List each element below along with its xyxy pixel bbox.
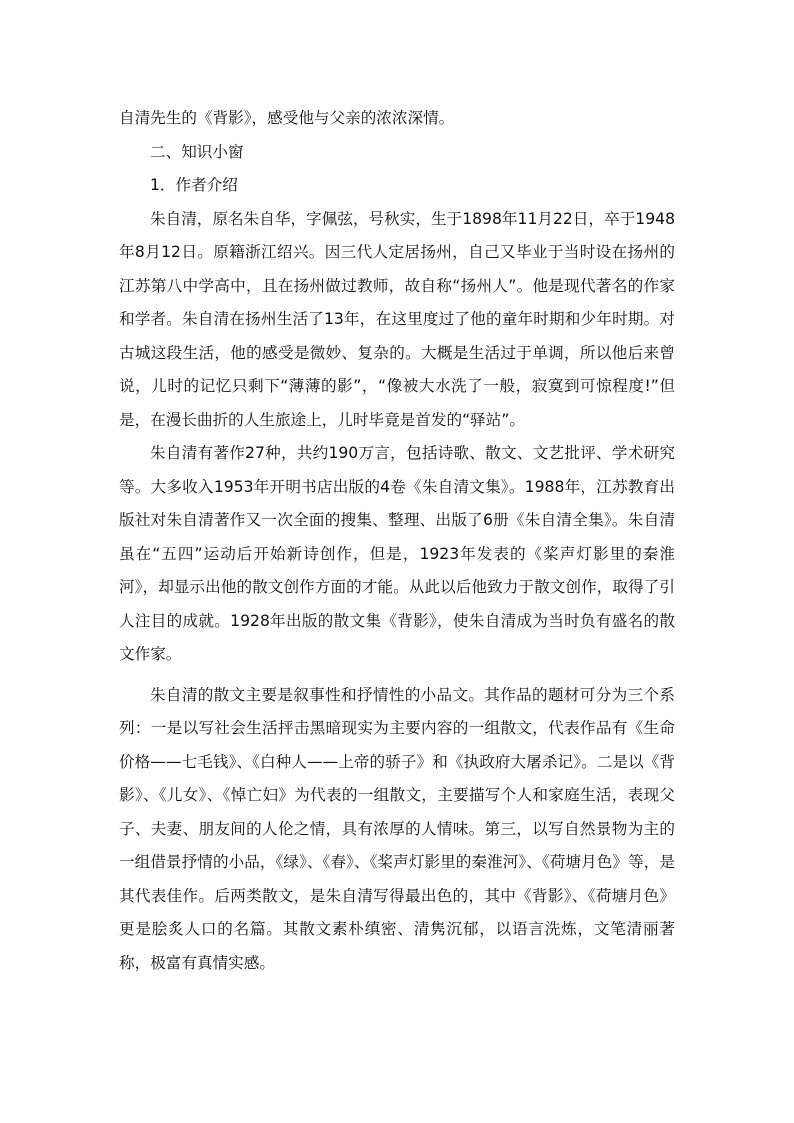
subsection-heading-author-intro: 1．作者介绍 <box>150 176 238 194</box>
document-page <box>119 102 675 980</box>
section-heading-knowledge-window: 二、知识小窗 <box>150 142 244 161</box>
paragraph-intro-continuation: 自清先生的《背影》，感受他与父亲的浓浓深情。 <box>119 109 455 127</box>
paragraph-prose-style: 朱自清的散文主要是叙事性和抒情性的小品文。其作品的题材可分为三个系列：一是以写社会生活抨击黑暗现实为主要内容的一组散文，代表作品有《生命价格——七毛钱》、《白种人——上帝的骄子》和《执政府大屠杀记》。二是以《背影》、《儿女》、《悼亡妇》为代表的一组散文，主要描写个人和家庭生活，表现父子、夫妻、朋友间的人伦之情，具有浓厚的人情味。第三，以写自然景物为主的一组借景抒情的小品，《绿》、《春》、《桨声灯影里的秦淮河》、《荷塘月色》等，是其代表佳作。后两类散文，是朱自清写得最出色的，其中《背影》、《荷塘月色》更是脍炙人口的名篇。其散文素朴缜密、清隽沉郁，以语言洗炼，文笔清丽著称，极富有真情实感。 <box>119 685 675 972</box>
paragraph-author-biography: 朱自清，原名朱自华，字佩弦，号秋实，生于1898年11月22日，卒于1948年8月12日。原籍浙江绍兴。因三代人定居扬州，自己又毕业于当时设在扬州的江苏第八中学高中，且在扬州做过教师，故自称“扬州人”。他是现代著名的作家和学者。朱自清在扬州生活了13年，在这里度过了他的童年时期和少年时期。对古城这段生活，他的感受是微妙、复杂的。大概是生活过于单调，所以他后来曾说，儿时的记忆只剩下“薄薄的影”，“像被大水洗了一般，寂寞到可惊程度!”但是，在漫长曲折的人生旅途上，儿时毕竟是首发的“驿站”。 <box>119 209 675 429</box>
paragraph-author-works: 朱自清有著作27种，共约190万言，包括诗歌、散文、文艺批评、学术研究等。大多收入1953年开明书店出版的4卷《朱自清文集》。1988年，江苏教育出版社对朱自清著作又一次全面的搜集、整理、出版了6册《朱自清全集》。朱自清虽在“五四”运动后开始新诗创作，但是，1923年发表的《桨声灯影里的秦淮河》，却显示出他的散文创作方面的才能。从此以后他致力于散文创作，取得了引人注目的成就。1928年出版的散文集《背影》，使朱自清成为当时负有盛名的散文作家。 <box>119 444 675 663</box>
